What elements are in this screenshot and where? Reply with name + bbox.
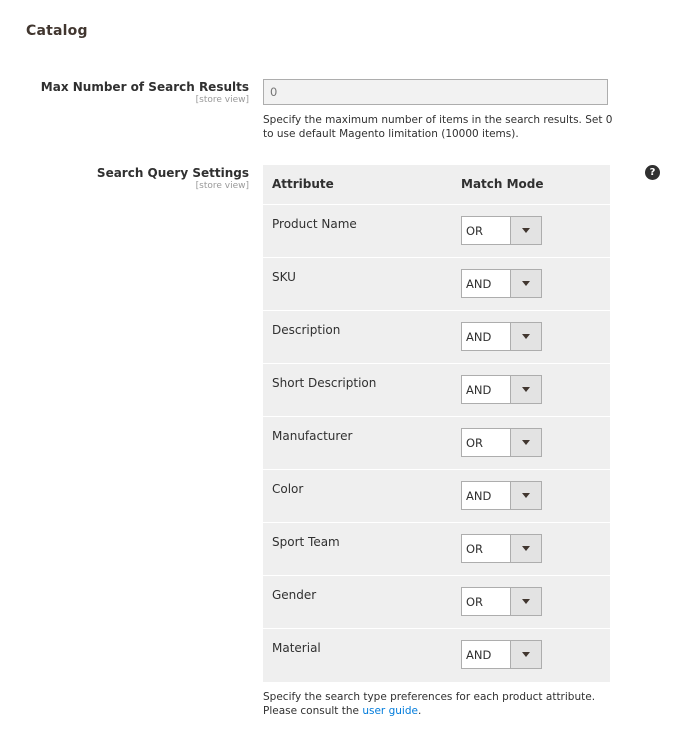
match-mode-value: AND — [466, 489, 492, 503]
match-mode-value: AND — [466, 648, 492, 662]
attribute-name: Product Name — [272, 217, 357, 231]
dropdown-toggle[interactable] — [510, 482, 541, 509]
match-mode-select[interactable] — [461, 375, 542, 404]
attribute-name: Sport Team — [272, 535, 340, 549]
max-results-input[interactable] — [263, 79, 608, 105]
attribute-name: SKU — [272, 270, 296, 284]
chevron-down-icon — [522, 281, 530, 286]
attribute-name: Short Description — [272, 376, 377, 390]
max-results-note: Specify the maximum number of items in the search results. Set 0 to use default Magento limitation (10000 items). — [263, 114, 613, 140]
match-mode-value: OR — [466, 595, 484, 609]
chevron-down-icon — [522, 493, 530, 498]
table-row — [263, 364, 610, 417]
query-settings-note-line1: Specify the search type preferences for each product attribute. — [263, 691, 596, 703]
attribute-name: Manufacturer — [272, 429, 353, 443]
chevron-down-icon — [522, 599, 530, 604]
match-mode-value: OR — [466, 224, 484, 238]
table-row — [263, 576, 610, 629]
table-row — [263, 417, 610, 470]
query-settings-scope: [store view] — [195, 181, 249, 191]
search-query-grid — [263, 165, 610, 682]
table-row — [263, 258, 610, 311]
column-header-attribute: Attribute — [272, 177, 334, 191]
attribute-name: Color — [272, 482, 304, 496]
help-icon[interactable]: ? — [645, 165, 660, 180]
attribute-name: Material — [272, 641, 321, 655]
query-settings-note — [263, 690, 615, 718]
match-mode-select[interactable] — [461, 481, 542, 510]
max-results-label: Max Number of Search Results — [40, 80, 249, 94]
match-mode-select[interactable] — [461, 534, 542, 563]
match-mode-value: AND — [466, 383, 492, 397]
chevron-down-icon — [522, 334, 530, 339]
table-row — [263, 205, 610, 258]
chevron-down-icon — [522, 387, 530, 392]
chevron-down-icon — [522, 228, 530, 233]
query-settings-note-line2 — [263, 704, 615, 718]
table-row — [263, 629, 610, 682]
dropdown-toggle[interactable] — [510, 535, 541, 562]
note-prefix: Please consult the — [263, 705, 363, 717]
section-title: Catalog — [26, 23, 88, 39]
dropdown-toggle[interactable] — [510, 429, 541, 456]
match-mode-select[interactable] — [461, 428, 542, 457]
match-mode-select[interactable] — [461, 216, 542, 245]
dropdown-toggle[interactable] — [510, 270, 541, 297]
user-guide-link[interactable]: user guide — [362, 705, 418, 717]
match-mode-value: OR — [466, 542, 484, 556]
column-header-match-mode: Match Mode — [461, 177, 544, 191]
dropdown-toggle[interactable] — [510, 376, 541, 403]
match-mode-select[interactable] — [461, 269, 542, 298]
attribute-name: Gender — [272, 588, 317, 602]
match-mode-value: AND — [466, 330, 492, 344]
dropdown-toggle[interactable] — [510, 641, 541, 668]
match-mode-value: AND — [466, 277, 492, 291]
note-suffix: . — [417, 705, 422, 717]
match-mode-select[interactable] — [461, 587, 542, 616]
match-mode-value: OR — [466, 436, 484, 450]
chevron-down-icon — [522, 652, 530, 657]
chevron-down-icon — [522, 440, 530, 445]
table-row — [263, 523, 610, 576]
table-row — [263, 470, 610, 523]
max-results-scope: [store view] — [195, 95, 249, 105]
dropdown-toggle[interactable] — [510, 323, 541, 350]
dropdown-toggle[interactable] — [510, 217, 541, 244]
chevron-down-icon — [522, 546, 530, 551]
table-row — [263, 311, 610, 364]
match-mode-select[interactable] — [461, 322, 542, 351]
dropdown-toggle[interactable] — [510, 588, 541, 615]
query-settings-label: Search Query Settings — [96, 166, 249, 180]
grid-header — [263, 165, 610, 205]
attribute-name: Description — [272, 323, 341, 337]
match-mode-select[interactable] — [461, 640, 542, 669]
